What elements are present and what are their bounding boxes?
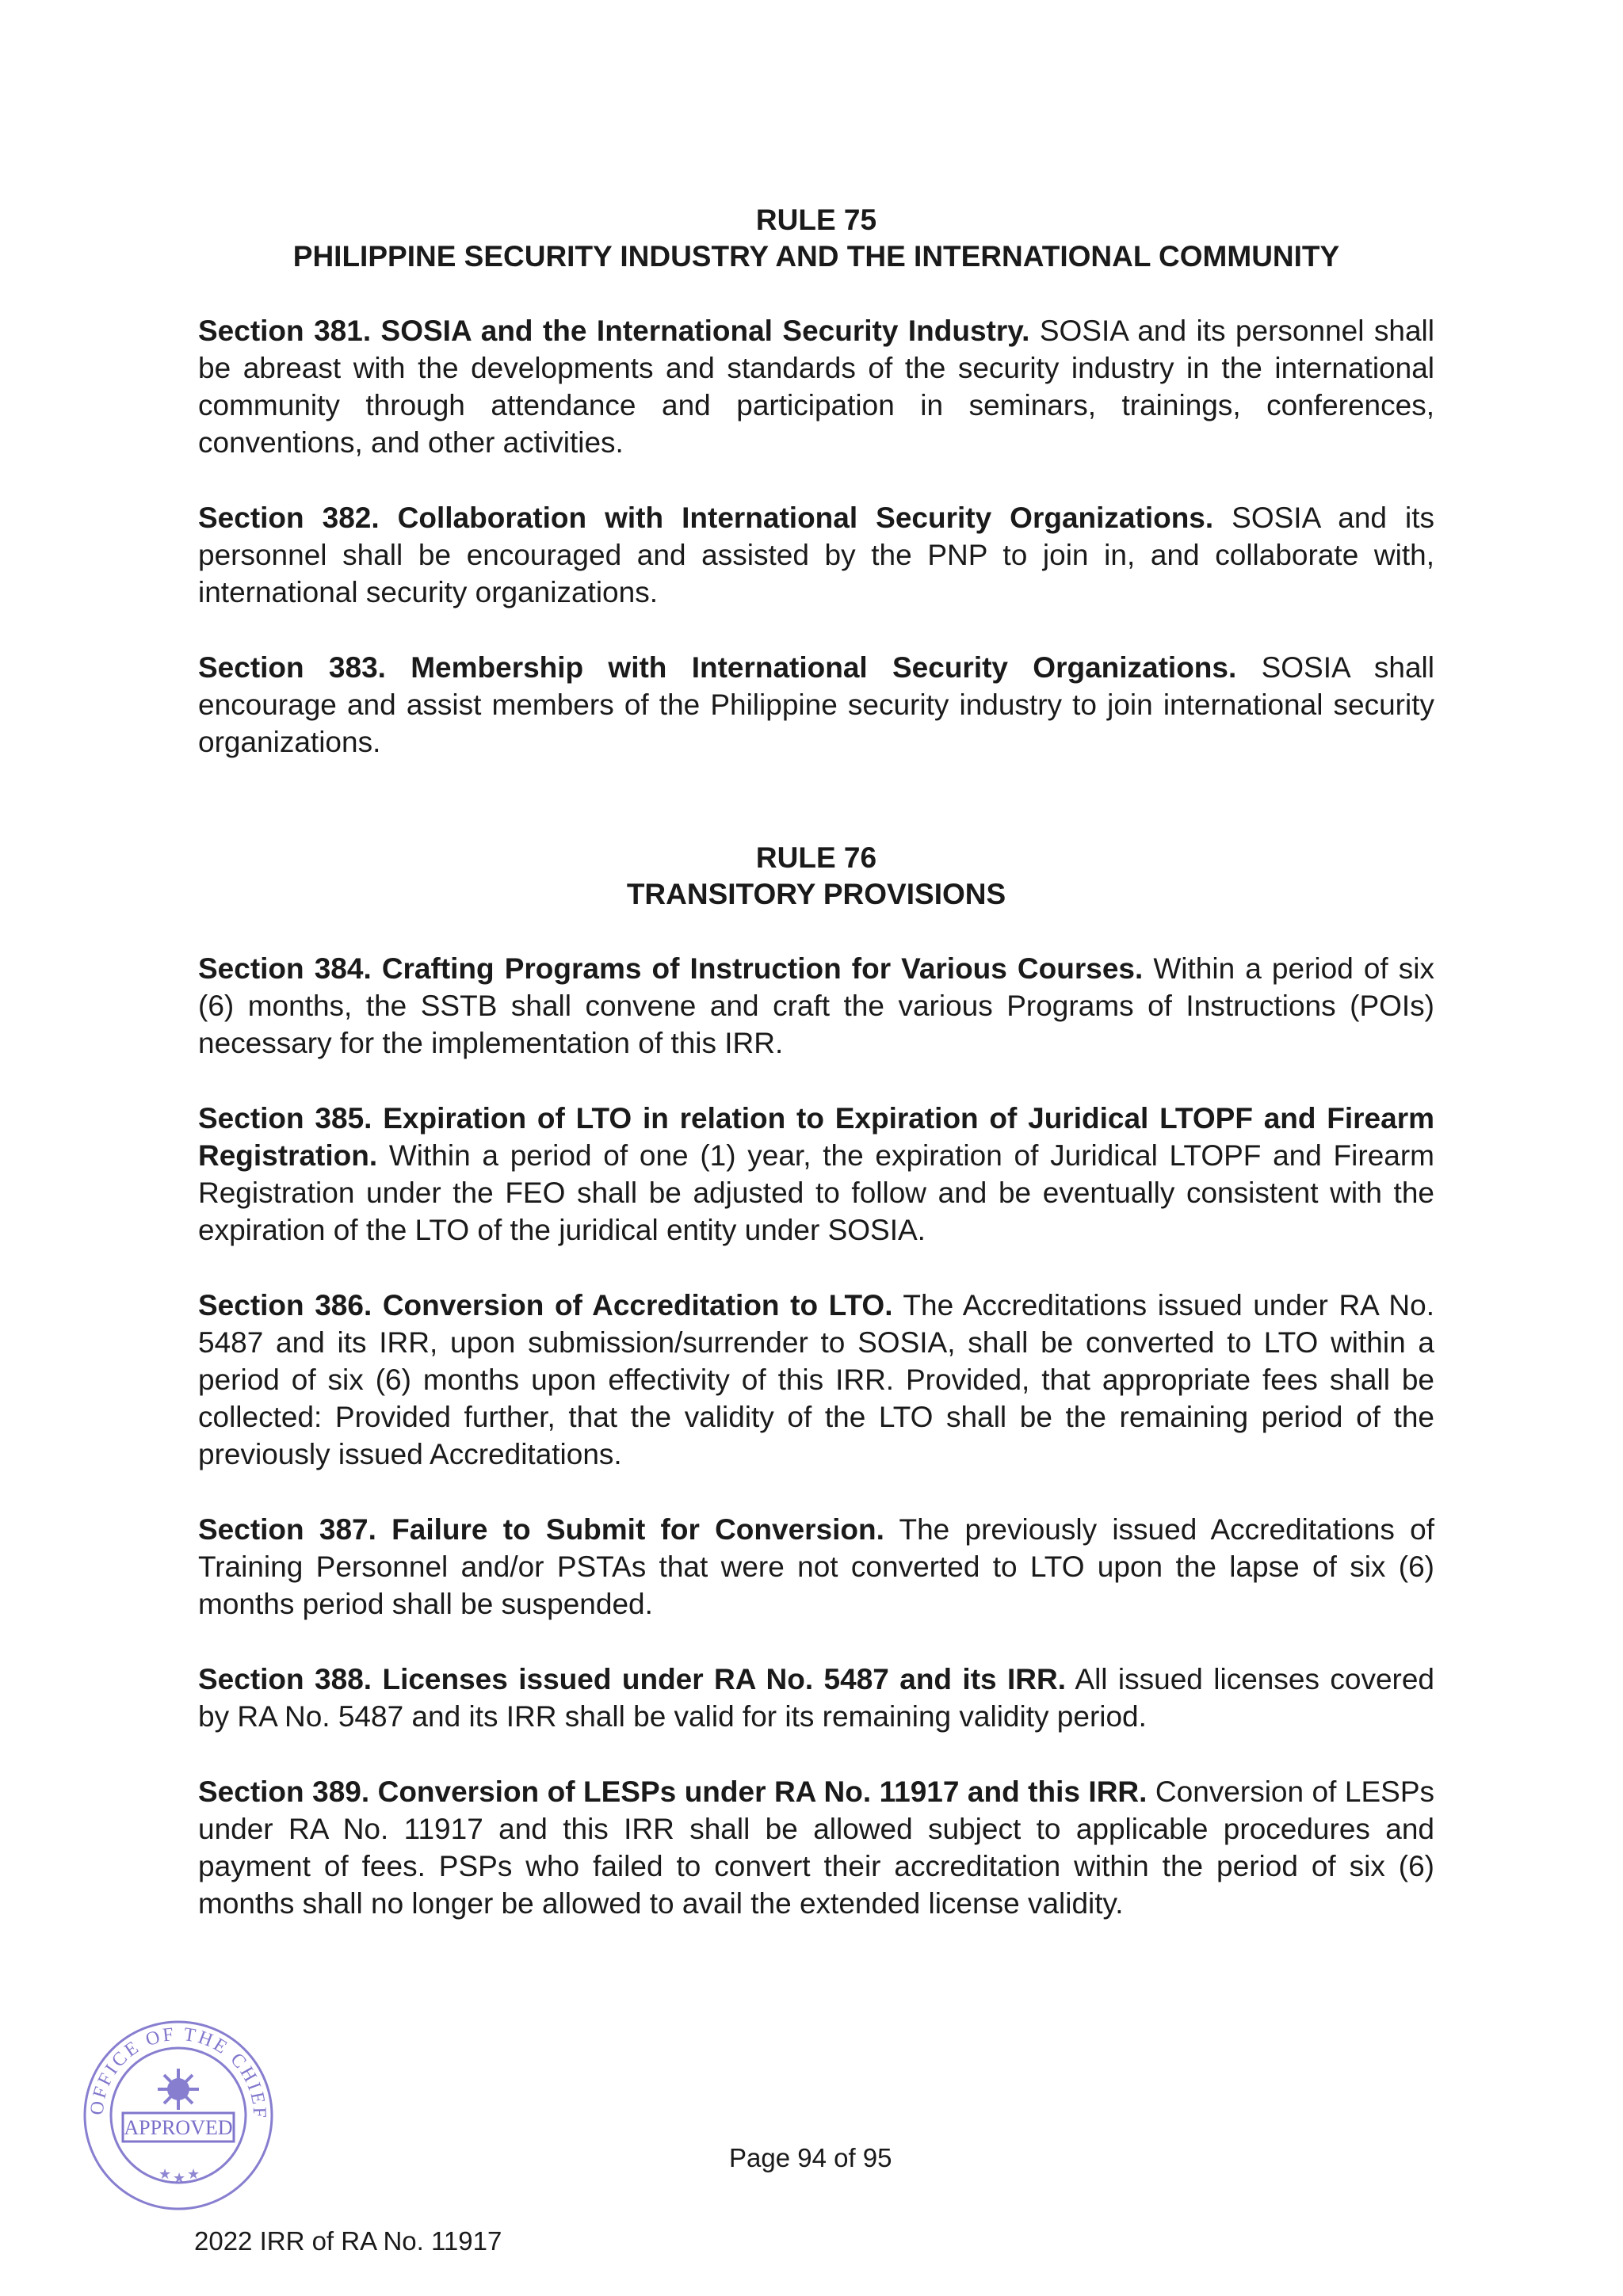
sun-emblem-icon [158,2069,199,2110]
section-381-body: SOSIA and its personnel shall be abreast with the developments and standards of the security industry in the international community through attendance and participation in seminars, trainings, conferences, conventions, and other activities. [198,315,1434,459]
svg-text:★: ★ [187,2166,200,2183]
section-385 [198,1100,1434,1249]
section-389-title: Section 389. Conversion of LESPs under RA No. 11917 and this IRR. [198,1775,1148,1808]
approval-stamp-graphic [79,2016,277,2214]
section-387 [198,1511,1434,1623]
section-384 [198,950,1434,1062]
section-387-body: The previously issued Accreditations of Training Personnel and/or PSTAs that were not converted to LTO upon the lapse of six (6) months period shall be suspended. [198,1513,1434,1620]
section-382 [198,499,1434,611]
rule-76-number: RULE 76 [755,841,877,874]
section-382-body: SOSIA and its personnel shall be encouraged and assisted by the PNP to join in, and collaborate with, international security organizations. [198,502,1434,608]
section-385-body: Within a period of one (1) year, the expiration of Juridical LTOPF and Firearm Registration under the FEO shall be adjusted to follow and be eventually consistent with the expiration of the LTO of the juridical entity under SOSIA. [198,1139,1435,1246]
svg-text:★: ★ [173,2170,186,2187]
section-388-body: All issued licenses covered by RA No. 5487 and its IRR shall be valid for its remaining validity period. [198,1663,1435,1733]
section-388 [198,1661,1434,1735]
section-389 [198,1773,1434,1922]
section-383-title: Section 383. Membership with International Security Organizations. [198,651,1237,684]
svg-text:★: ★ [158,2166,172,2183]
stamp-stars-icon [158,2166,200,2187]
document-body [198,202,1434,1922]
section-384-title: Section 384. Crafting Programs of Instruction for Various Courses. [198,952,1144,985]
section-387-title: Section 387. Failure to Submit for Conversion. [198,1513,884,1546]
section-381 [198,312,1434,461]
stamp-ring-text: OFFICE OF THE CHIEF [86,2023,270,2119]
section-383 [198,649,1434,761]
document-footer: 2022 IRR of RA No. 11917 [194,2226,502,2256]
section-386-title: Section 386. Conversion of Accreditation to LTO. [198,1289,893,1322]
section-386 [198,1287,1434,1473]
section-388-title: Section 388. Licenses issued under RA No. 5487 and its IRR. [198,1663,1067,1695]
section-385-title: Section 385. Expiration of LTO in relation to Expiration of Juridical LTOPF and Firearm Registration. [198,1102,1434,1172]
page-number: Page 94 of 95 [729,2143,892,2172]
section-382-title: Section 382. Collaboration with International Security Organizations. [198,502,1214,534]
rule-76-title: TRANSITORY PROVISIONS [626,878,1006,910]
rule-75-title: PHILIPPINE SECURITY INDUSTRY AND THE INTERNATIONAL COMMUNITY [292,240,1340,273]
section-386-body: The Accreditations issued under RA No. 5487 and its IRR, upon submission/surrender to SOSIA, shall be converted to LTO within a period of six (6) months upon effectivity of this IRR. Provided, that appropriate fees shall be collected: Provided further, that the validity of the LTO shall be the remaining period of the previously issued Accreditations. [198,1289,1434,1470]
section-384-body: Within a period of six (6) months, the SSTB shall convene and craft the various Programs of Instructions (POIs) necessary for the implementation of this IRR. [198,952,1435,1059]
section-383-body: SOSIA shall encourage and assist members of the Philippine security industry to join international security organizations. [198,651,1434,758]
rule-75-number: RULE 75 [755,204,877,236]
svg-text:OFFICE OF THE CHIEF, PNP [79,2016,269,2119]
section-381-title: Section 381. SOSIA and the International Security Industry. [198,315,1030,347]
section-389-body: Conversion of LESPs under RA No. 11917 and this IRR shall be allowed subject to applicable procedures and payment of fees. PSPs who failed to convert their accreditation within the period of six (6) months shall no longer be allowed to avail the extended license validity. [198,1775,1434,1920]
approval-stamp [79,2016,277,2214]
stamp-approved-text: APPROVED [124,2116,233,2139]
